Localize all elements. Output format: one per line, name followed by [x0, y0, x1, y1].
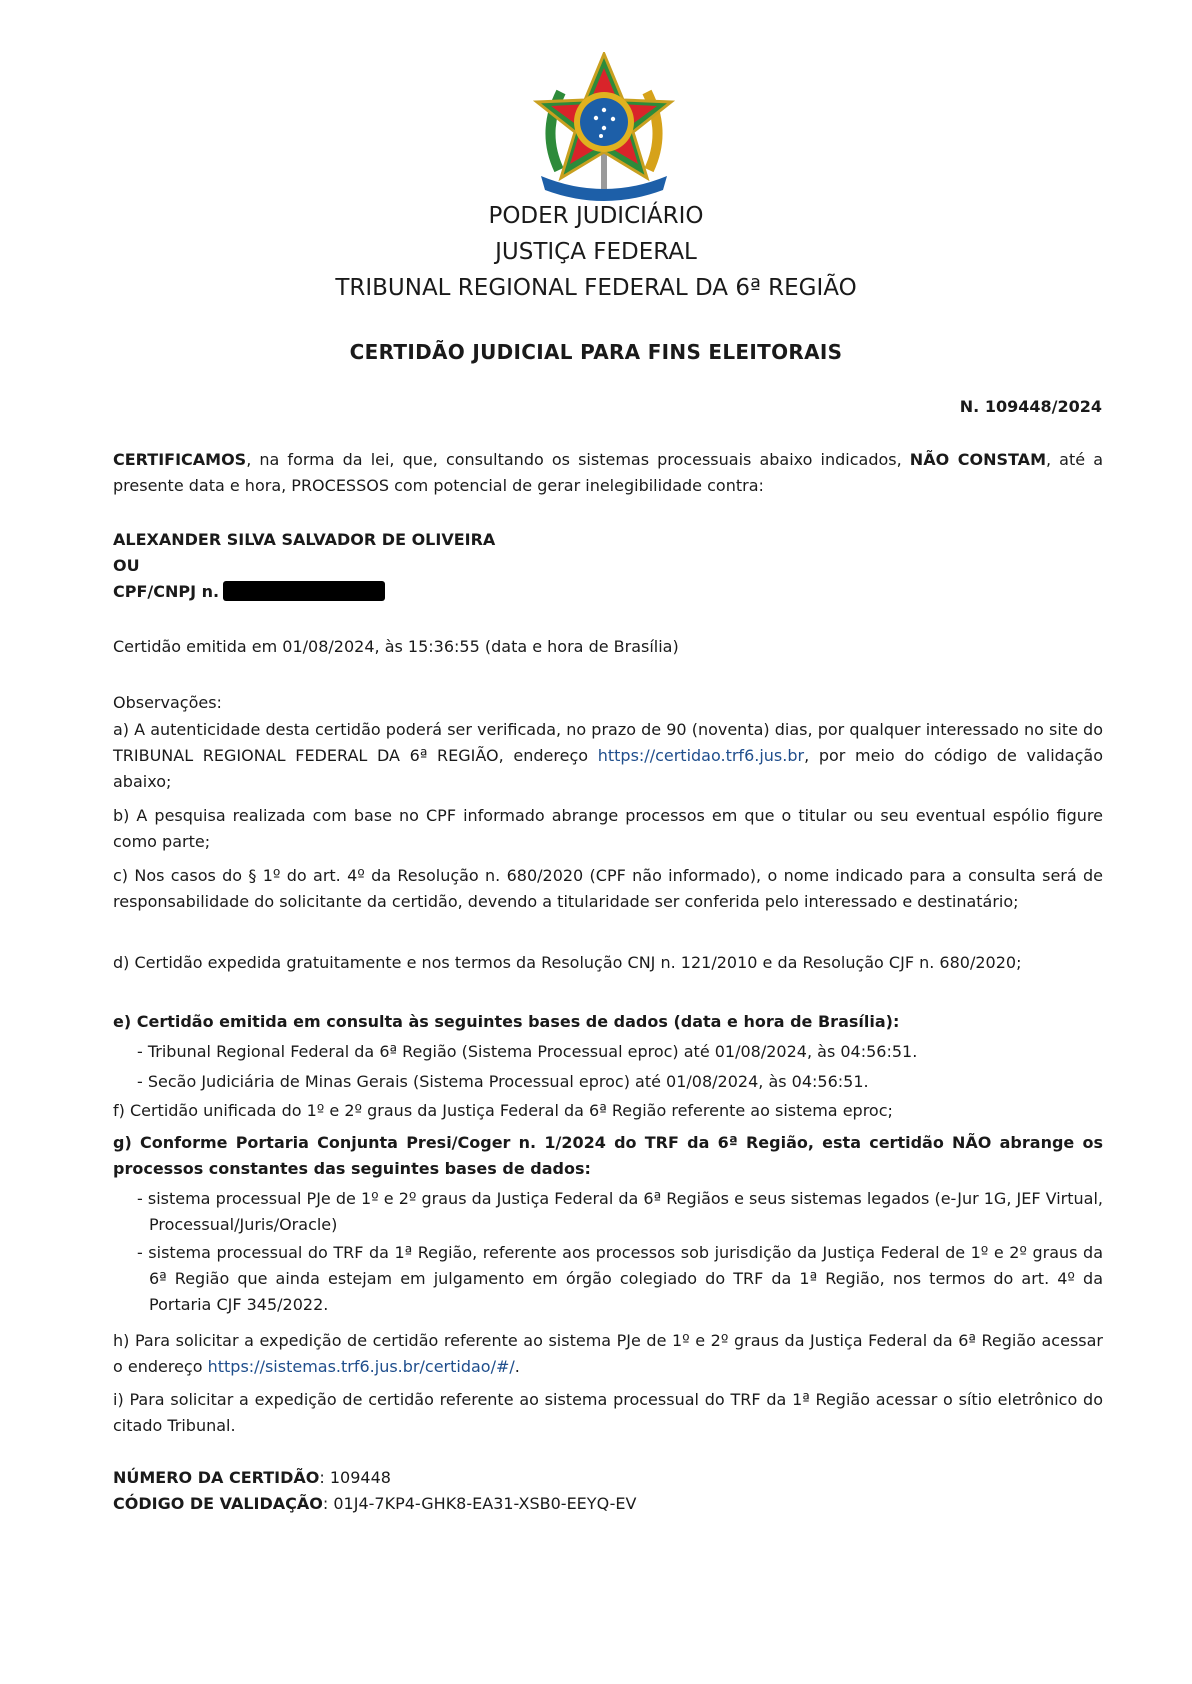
obs-e-item: - Tribunal Regional Federal da 6ª Região (Sistema Processual eproc) até 01/08/2024, às 04:56:51.: [137, 1042, 918, 1061]
obs-g: [113, 1130, 1103, 1318]
nao-constam-label: NÃO CONSTAM: [909, 450, 1046, 469]
intro-text-1: , na forma da lei, que, consultando os sistemas processuais abaixo indicados,: [246, 450, 910, 469]
pje-link[interactable]: https://sistemas.trf6.jus.br/certidao/#/: [207, 1357, 515, 1376]
certidao-link[interactable]: https://certidao.trf6.jus.br: [597, 746, 805, 765]
obs-d: d) Certidão expedida gratuitamente e nos termos da Resolução CNJ n. 121/2010 e da Resolução CJF n. 680/2020;: [113, 953, 1022, 972]
obs-g-title: g) Conforme Portaria Conjunta Presi/Coger n. 1/2024 do TRF da 6ª Região, esta certidão NÃO abrange os processos constantes das seguintes bases de dados:: [113, 1133, 1103, 1178]
certificamos-label: CERTIFICAMOS: [113, 450, 247, 469]
obs-f: f) Certidão unificada do 1º e 2º graus da Justiça Federal da 6ª Região referente ao sistema eproc;: [113, 1101, 893, 1120]
obs-a: [113, 717, 1103, 795]
header-line-1: PODER JUDICIÁRIO: [488, 203, 704, 229]
obs-a-text: a) A autenticidade desta certidão poderá ser verificada, no prazo de 90 (noventa) dias, por qualquer interessado no site do TRIBUNAL REGIONAL FEDERAL DA 6ª REGIÃO, endereço: [113, 720, 1103, 765]
intro-paragraph: [113, 447, 1103, 499]
court-header: [0, 198, 1192, 306]
header-line-3: TRIBUNAL REGIONAL FEDERAL DA 6ª REGIÃO: [335, 275, 857, 301]
obs-b: b) A pesquisa realizada com base no CPF informado abrange processos em que o titular ou seu eventual espólio figure como parte;: [113, 806, 1103, 851]
redacted-cpf: [223, 581, 385, 601]
codigo-label: CÓDIGO DE VALIDAÇÃO: [113, 1494, 323, 1513]
obs-c: c) Nos casos do § 1º do art. 4º da Resolução n. 680/2020 (CPF não informado), o nome indicado para a consulta será de responsabilidade do solicitante da certidão, devendo a titularidade ser conferida pelo interessado e destinatário;: [113, 866, 1103, 911]
validation-block: [113, 1465, 1103, 1517]
certificate-number: N. 109448/2024: [959, 397, 1102, 416]
obs-i: i) Para solicitar a expedição de certidão referente ao sistema processual do TRF da 1ª Região acessar o sítio eletrônico do citado Tribunal.: [113, 1390, 1103, 1435]
numero-value: : 109448: [319, 1468, 391, 1487]
obs-g-item: - sistema processual PJe de 1º e 2º graus da Justiça Federal da 6ª Regiãos e seus sistemas legados (e-Jur 1G, JEF Virtual, Processual/Juris/Oracle): [137, 1189, 1103, 1234]
obs-g-item: - sistema processual do TRF da 1ª Região, referente aos processos sob jurisdição da Justiça Federal de 1º e 2º graus da 6ª Região que ainda estejam em julgamento em órgão colegiado do TRF da 1ª Região, nos termos do art. 4º da Portaria CJF 345/2022.: [137, 1243, 1103, 1314]
subject-or: OU: [113, 556, 140, 575]
obs-a-tail: , por meio do código de validação abaixo;: [113, 746, 1104, 791]
cpf-label: CPF/CNPJ n.: [113, 582, 220, 601]
obs-e: [113, 1009, 1103, 1095]
subject-name: ALEXANDER SILVA SALVADOR DE OLIVEIRA: [113, 530, 496, 549]
obs-h-tail: .: [514, 1357, 520, 1376]
subject-block: [113, 527, 1103, 605]
coat-of-arms-icon: [531, 52, 677, 202]
header-line-2: JUSTIÇA FEDERAL: [495, 239, 697, 265]
obs-h-text: h) Para solicitar a expedição de certidão referente ao sistema PJe de 1º e 2º graus da Justiça Federal da 6ª Região acessar o endereço: [113, 1331, 1103, 1376]
document-title: CERTIDÃO JUDICIAL PARA FINS ELEITORAIS: [349, 340, 843, 364]
intro-text-2: , até a presente data e hora, PROCESSOS com potencial de gerar inelegibilidade contra:: [113, 450, 1104, 495]
codigo-value: : 01J4-7KP4-GHK8-EA31-XSB0-EEYQ-EV: [322, 1494, 637, 1513]
numero-label: NÚMERO DA CERTIDÃO: [113, 1468, 320, 1487]
observacoes-label: Observações:: [113, 693, 222, 712]
obs-e-item: - Secão Judiciária de Minas Gerais (Sistema Processual eproc) até 01/08/2024, às 04:56:51.: [137, 1072, 869, 1091]
issued-line: Certidão emitida em 01/08/2024, às 15:36:55 (data e hora de Brasília): [113, 637, 679, 656]
obs-e-title: e) Certidão emitida em consulta às seguintes bases de dados (data e hora de Brasília):: [113, 1012, 900, 1031]
obs-h: [113, 1328, 1103, 1380]
